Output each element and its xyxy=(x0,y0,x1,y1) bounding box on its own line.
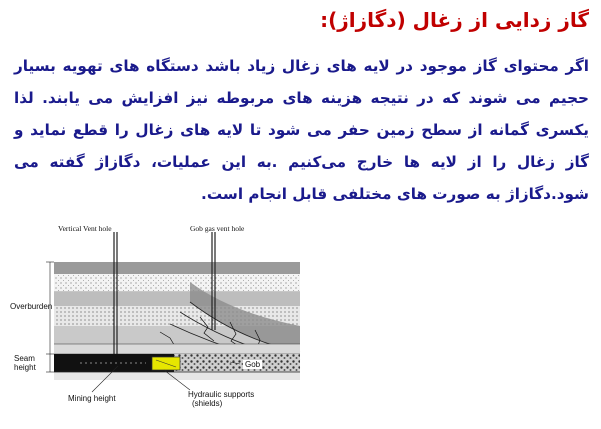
gob-label: Gob xyxy=(245,360,261,369)
vertical-vent-hole-label: Vertical Vent hole xyxy=(58,224,112,233)
degasification-diagram xyxy=(10,222,310,427)
shields-label: (shields) xyxy=(192,399,223,408)
mining-height-label: Mining height xyxy=(68,394,116,403)
slide-title: گاز زدایی از زغال (دگازاژ): xyxy=(320,8,589,32)
seam-height-label: height xyxy=(14,363,36,372)
gob-gas-vent-hole-label: Gob gas vent hole xyxy=(190,224,245,233)
overburden-label: Overburden xyxy=(10,302,53,311)
seam-label: Seam xyxy=(14,354,35,363)
hydraulic-supports-label: Hydraulic supports xyxy=(188,390,255,399)
slide-body-text: اگر محتوای گاز موجود در لایه های زغال زیاد باشد دستگاه های تهویه بسیار حجیم می شوند که در نتیجه هزینه های مربوطه نیز افزایش می یابند. لذا یکسری گمانه از سطح زمین حفر می شود تا لایه های زغال را قطع نماید و گاز زغال را از لایه ها خارج می‌کنیم .به این عملیات، دگازاژ گفته می شود.دگازاژ به صورت های مختلفی قابل انجام است. xyxy=(14,57,589,203)
